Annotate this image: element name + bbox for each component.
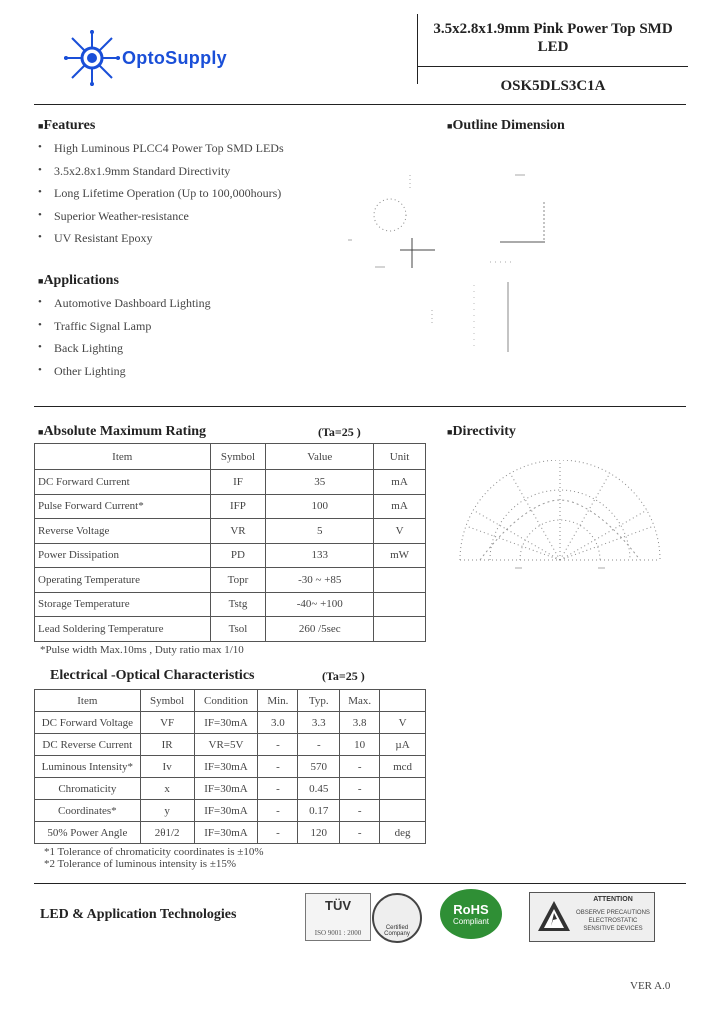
table-row	[35, 470, 426, 495]
column-header: Symbol	[140, 690, 194, 712]
table-cell: x	[140, 778, 194, 800]
list-item: • 3.5x2.8x1.9mm Standard Directivity	[34, 164, 394, 187]
certified-company-seal	[372, 893, 422, 943]
table-cell: -	[340, 822, 380, 844]
table-cell: IFP	[210, 494, 266, 519]
table-cell: 120	[298, 822, 340, 844]
features-heading: ■Features	[38, 118, 96, 133]
table-cell: mW	[374, 543, 426, 568]
table-row	[35, 712, 426, 734]
table-row	[35, 494, 426, 519]
table-cell: Power Dissipation	[35, 543, 211, 568]
table-cell: IF=30mA	[194, 756, 258, 778]
abs-max-condition: (Ta=25 )	[318, 425, 361, 439]
table-cell: Lead Soldering Temperature	[35, 617, 211, 642]
section-rule	[34, 406, 686, 407]
esd-line: SENSITIVE DEVICES	[583, 926, 643, 932]
table-cell: 570	[298, 756, 340, 778]
column-header: Min.	[258, 690, 298, 712]
esd-line: ELECTROSTATIC	[588, 918, 638, 924]
table-cell: -	[258, 734, 298, 756]
table-cell: IF=30mA	[194, 778, 258, 800]
esd-line: OBSERVE PRECAUTIONS	[576, 910, 650, 916]
table-cell: IF	[210, 470, 266, 495]
part-number: OSK5DLS3C1A	[500, 78, 606, 94]
esd-title: ATTENTION	[593, 896, 633, 903]
table-header-row	[35, 444, 426, 470]
column-header: Max.	[340, 690, 380, 712]
rohs-compliant-label: Compliant	[452, 917, 489, 926]
table-cell: Iv	[140, 756, 194, 778]
table-row	[35, 734, 426, 756]
table-cell: Topr	[210, 568, 266, 593]
electro-optical-condition: (Ta=25 )	[322, 669, 365, 683]
table-cell: y	[140, 800, 194, 822]
table-cell: Storage Temperature	[35, 592, 211, 617]
table-cell: DC Forward Current	[35, 470, 211, 495]
table-cell: IF=30mA	[194, 800, 258, 822]
rohs-label: RoHS	[453, 902, 489, 917]
certified-label: Certified Company	[384, 925, 410, 937]
table-row	[35, 756, 426, 778]
abs-max-table	[34, 443, 426, 642]
table-cell: Tstg	[210, 592, 266, 617]
table-cell: Reverse Voltage	[35, 519, 211, 544]
table-cell: -	[258, 756, 298, 778]
column-header: Condition	[194, 690, 258, 712]
column-header: Item	[35, 444, 211, 470]
list-item: • UV Resistant Epoxy	[34, 231, 394, 254]
table-row	[35, 519, 426, 544]
table-cell	[380, 778, 426, 800]
list-item: • Automotive Dashboard Lighting	[34, 296, 394, 319]
applications-list	[34, 296, 394, 386]
column-header: Item	[35, 690, 141, 712]
tuv-iso-badge	[305, 893, 371, 941]
starburst-logo-icon	[62, 28, 122, 88]
footer-rule	[34, 883, 686, 884]
table-cell: 2θ1/2	[140, 822, 194, 844]
table-cell	[374, 617, 426, 642]
title-divider	[418, 66, 688, 67]
table-cell: 260 /5sec	[266, 617, 374, 642]
table-cell: IF=30mA	[194, 822, 258, 844]
table-header-row	[35, 690, 426, 712]
list-item: • Superior Weather-resistance	[34, 209, 394, 232]
table-cell	[380, 800, 426, 822]
table-cell: 35	[266, 470, 374, 495]
table-row	[35, 568, 426, 593]
table-cell: Coordinates*	[35, 800, 141, 822]
version-label: VER A.0	[630, 980, 671, 992]
column-header: Symbol	[210, 444, 266, 470]
table-cell: mcd	[380, 756, 426, 778]
table-cell: PD	[210, 543, 266, 568]
table-cell: -	[340, 756, 380, 778]
intensity-tolerance-note: *2 Tolerance of luminous intensity is ±15%	[44, 858, 237, 870]
header-rule	[34, 104, 686, 105]
table-cell: 5	[266, 519, 374, 544]
table-cell: 3.0	[258, 712, 298, 734]
table-cell: VR	[210, 519, 266, 544]
table-cell: -30 ~ +85	[266, 568, 374, 593]
company-name: LED & Application Technologies	[40, 907, 237, 922]
table-cell: -	[258, 778, 298, 800]
table-cell: V	[380, 712, 426, 734]
list-item: • Other Lighting	[34, 364, 394, 387]
table-cell: 10	[340, 734, 380, 756]
table-cell: 0.17	[298, 800, 340, 822]
column-header: Value	[266, 444, 374, 470]
table-cell: deg	[380, 822, 426, 844]
table-cell: µA	[380, 734, 426, 756]
table-cell: Luminous Intensity*	[35, 756, 141, 778]
table-cell: V	[374, 519, 426, 544]
abs-max-footnote: *Pulse width Max.10ms , Duty ratio max 1/10	[40, 644, 244, 656]
table-row	[35, 543, 426, 568]
table-row	[35, 617, 426, 642]
table-cell: -	[340, 778, 380, 800]
column-header	[380, 690, 426, 712]
esd-text	[574, 909, 652, 933]
table-cell: 50% Power Angle	[35, 822, 141, 844]
directivity-polar-chart	[440, 460, 680, 580]
table-row	[35, 778, 426, 800]
table-cell: -	[298, 734, 340, 756]
esd-attention-label	[529, 892, 655, 942]
table-cell: Operating Temperature	[35, 568, 211, 593]
table-cell: IF=30mA	[194, 712, 258, 734]
table-cell: IR	[140, 734, 194, 756]
chromaticity-tolerance-note: *1 Tolerance of chromaticity coordinates is ±10%	[44, 846, 264, 858]
table-cell: mA	[374, 470, 426, 495]
brand-name: OptoSupply	[122, 48, 227, 68]
outline-heading: ■Outline Dimension	[447, 118, 565, 133]
table-cell: mA	[374, 494, 426, 519]
rohs-compliant-badge	[440, 889, 502, 939]
list-item: • Long Lifetime Operation (Up to 100,000hours)	[34, 186, 394, 209]
table-cell: -40~ +100	[266, 592, 374, 617]
list-item: • Traffic Signal Lamp	[34, 319, 394, 342]
table-cell: 100	[266, 494, 374, 519]
table-cell: VF	[140, 712, 194, 734]
table-cell	[374, 592, 426, 617]
electro-optical-table	[34, 689, 426, 844]
tuv-label: TÜV	[325, 898, 351, 913]
table-cell: Tsol	[210, 617, 266, 642]
table-cell: 3.8	[340, 712, 380, 734]
table-cell: 0.45	[298, 778, 340, 800]
electro-optical-heading: Electrical -Optical Characteristics	[50, 668, 255, 683]
list-item: • High Luminous PLCC4 Power Top SMD LEDs	[34, 141, 394, 164]
table-cell	[374, 568, 426, 593]
column-header: Typ.	[298, 690, 340, 712]
table-row	[35, 822, 426, 844]
title-block	[417, 14, 688, 94]
table-cell: -	[258, 822, 298, 844]
applications-heading: ■Applications	[38, 273, 119, 288]
directivity-heading: ■Directivity	[447, 424, 516, 439]
product-title: 3.5x2.8x1.9mm Pink Power Top SMD LED	[433, 21, 673, 55]
table-cell: 133	[266, 543, 374, 568]
column-header: Unit	[374, 444, 426, 470]
table-row	[35, 592, 426, 617]
table-cell: -	[258, 800, 298, 822]
table-cell: DC Forward Voltage	[35, 712, 141, 734]
table-cell: Pulse Forward Current*	[35, 494, 211, 519]
table-cell: -	[340, 800, 380, 822]
table-cell: 3.3	[298, 712, 340, 734]
table-cell: VR=5V	[194, 734, 258, 756]
esd-warning-icon	[536, 899, 572, 933]
list-item: • Back Lighting	[34, 341, 394, 364]
table-row	[35, 800, 426, 822]
table-cell: DC Reverse Current	[35, 734, 141, 756]
iso-label: ISO 9001 : 2000	[314, 929, 362, 937]
abs-max-heading: ■Absolute Maximum Rating	[38, 424, 206, 439]
table-cell: Chromaticity	[35, 778, 141, 800]
